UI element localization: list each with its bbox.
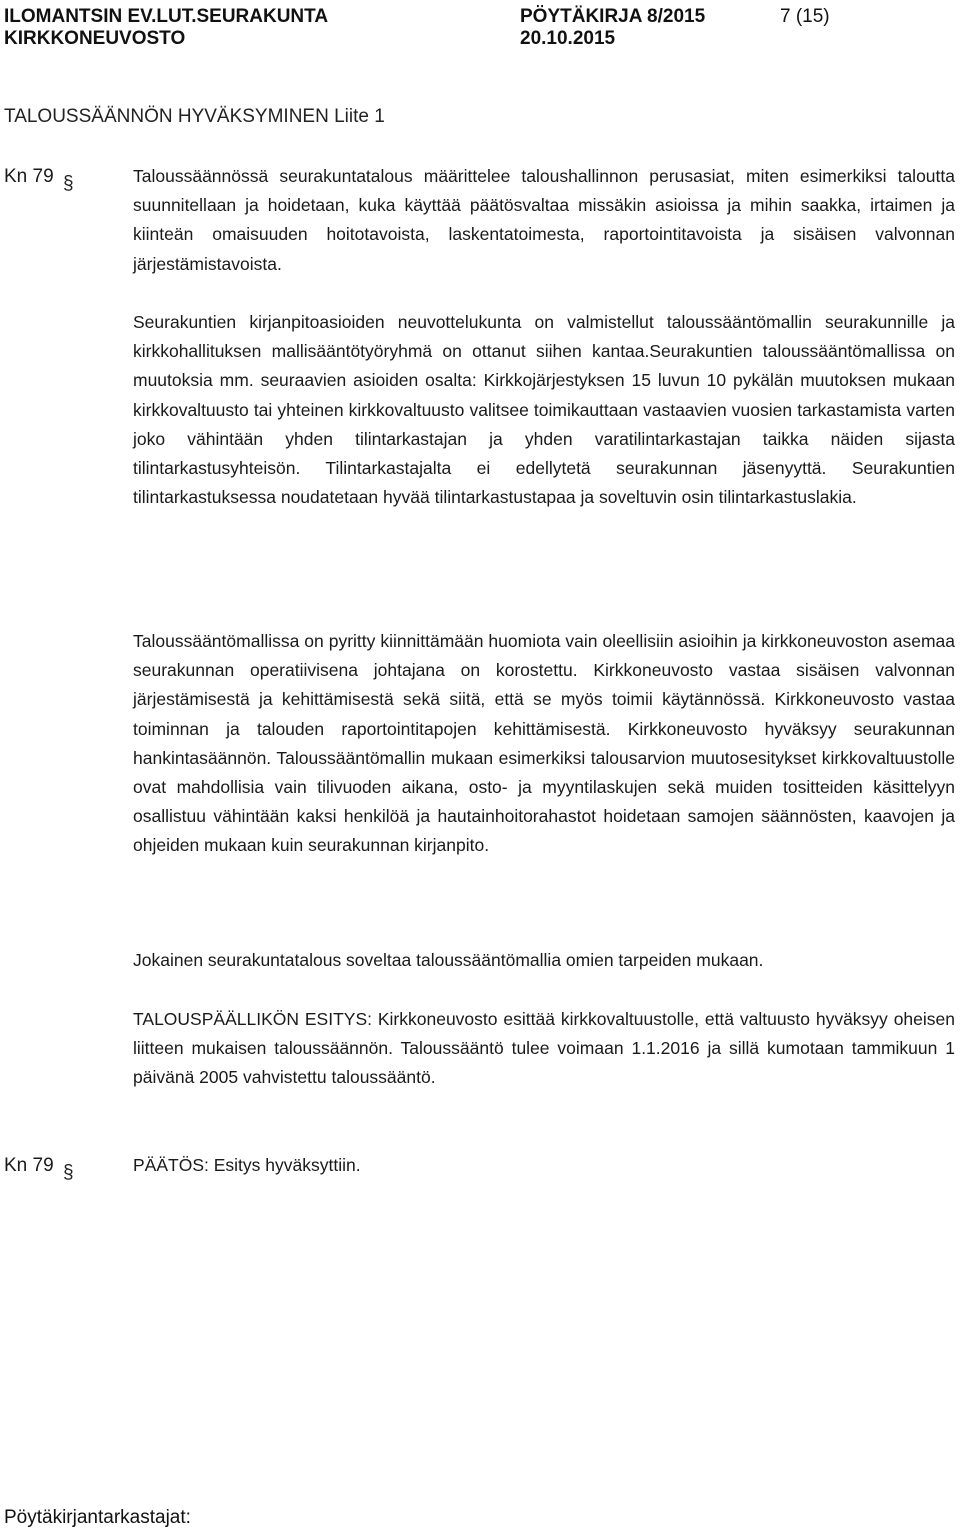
paragraph-intro: Taloussäännössä seurakuntatalous määrittelee taloushallinnon perusasiat, miten esimerkiksi taloutta suunnitellaan ja hoidetaan, kuka käyttää päätösvaltaa missäkin asioissa ja mihin saakka, irtaimen ja kiinteän omaisuuden hoitotavoista, laskentatoimesta, raportointitavoista ja sisäisen valvonnan järjestämistavoista. bbox=[133, 166, 955, 274]
section-title: TALOUSSÄÄNNÖN HYVÄKSYMINEN Liite 1 bbox=[4, 106, 385, 127]
header-body: KIRKKONEUVOSTO bbox=[4, 28, 186, 49]
paragraph-details: Taloussääntömallissa on pyritty kiinnittämään huomiota vain oleellisiin asioihin ja kirkkoneuvoston asemaa seurakunnan operatiivisena johtajana on korostettu. Kirkkoneuvosto vastaa sisäisen valvonnan järjestämisestä ja kehittämisestä sekä siitä, että se myös toimii käytännössä. Kirkkoneuvosto vastaa toiminnan ja talouden raportointitapojen kehittämisestä. Kirkkoneuvosto hyväksyy seurakunnan hankintasäännön. Taloussääntömallin mukaan esimerkiksi talousarvion muutosesitykset kirkkovaltuustolle ovat mahdollisia vain tilivuoden aikana, osto- ja myyntilaskujen sekä muiden tositteiden käsittelyyn osallistuu vähintään kaksi henkilöä ja hautainhoitorahastot hoidetaan samojen säännösten, kaavojen ja ohjeiden mukaan kuin seurakunnan kirjanpito. bbox=[133, 631, 955, 856]
decision-text: PÄÄTÖS: Esitys hyväksyttiin. bbox=[133, 1155, 361, 1175]
header-page-number: 7 (15) bbox=[780, 6, 830, 27]
header-document: PÖYTÄKIRJA 8/2015 bbox=[520, 6, 706, 27]
paragraph-proposal: TALOUSPÄÄLLIKÖN ESITYS: Kirkkoneuvosto esittää kirkkovaltuustolle, että valtuusto hyväksyy oheisen liitteen mukaisen taloussäännön. Taloussääntö tulee voimaan 1.1.2016 ja sillä kumotaan tammikuun 1 päivänä 2005 vahvistettu taloussääntö. bbox=[133, 1009, 955, 1088]
paragraph-model: Seurakuntien kirjanpitoasioiden neuvottelukunta on valmistellut taloussääntömallin seurakunnille ja kirkkohallituksen mallisääntötyöryhmä on ottanut siihen kantaa.Seurakuntien taloussääntömallissa on muutoksia mm. seuraavien asioiden osalta: Kirkkojärjestyksen 15 luvun 10 pykälän muutoksen mukaan kirkkovaltuusto tai yhteinen kirkkovaltuusto valitsee toimikauttaan vastaavien vuosien tarkastamista varten joko vähintään yhden tilintarkastajan ja yhden varatilintarkastajan taikka näiden sijasta tilintarkastusyhteisön. Tilintarkastajalta ei edellytetä seurakunnan jäsenyyttä. Seurakuntien tilintarkastuksessa noudatetaan hyvää tilintarkastustapaa ja soveltuvin osin tilintarkastuslakia. bbox=[133, 312, 955, 508]
decision-item-number: Kn 79 bbox=[4, 1155, 54, 1176]
paragraph-application: Jokainen seurakuntatalous soveltaa taloussääntömallia omien tarpeiden mukaan. bbox=[133, 950, 764, 970]
footer-reviewers-label: Pöytäkirjantarkastajat: bbox=[4, 1507, 191, 1528]
decision-section-mark: § bbox=[63, 1162, 74, 1183]
item-number: Kn 79 bbox=[4, 166, 54, 187]
header-date: 20.10.2015 bbox=[520, 28, 616, 49]
header-organization: ILOMANTSIN EV.LUT.SEURAKUNTA bbox=[4, 6, 329, 27]
section-mark: § bbox=[63, 173, 74, 194]
